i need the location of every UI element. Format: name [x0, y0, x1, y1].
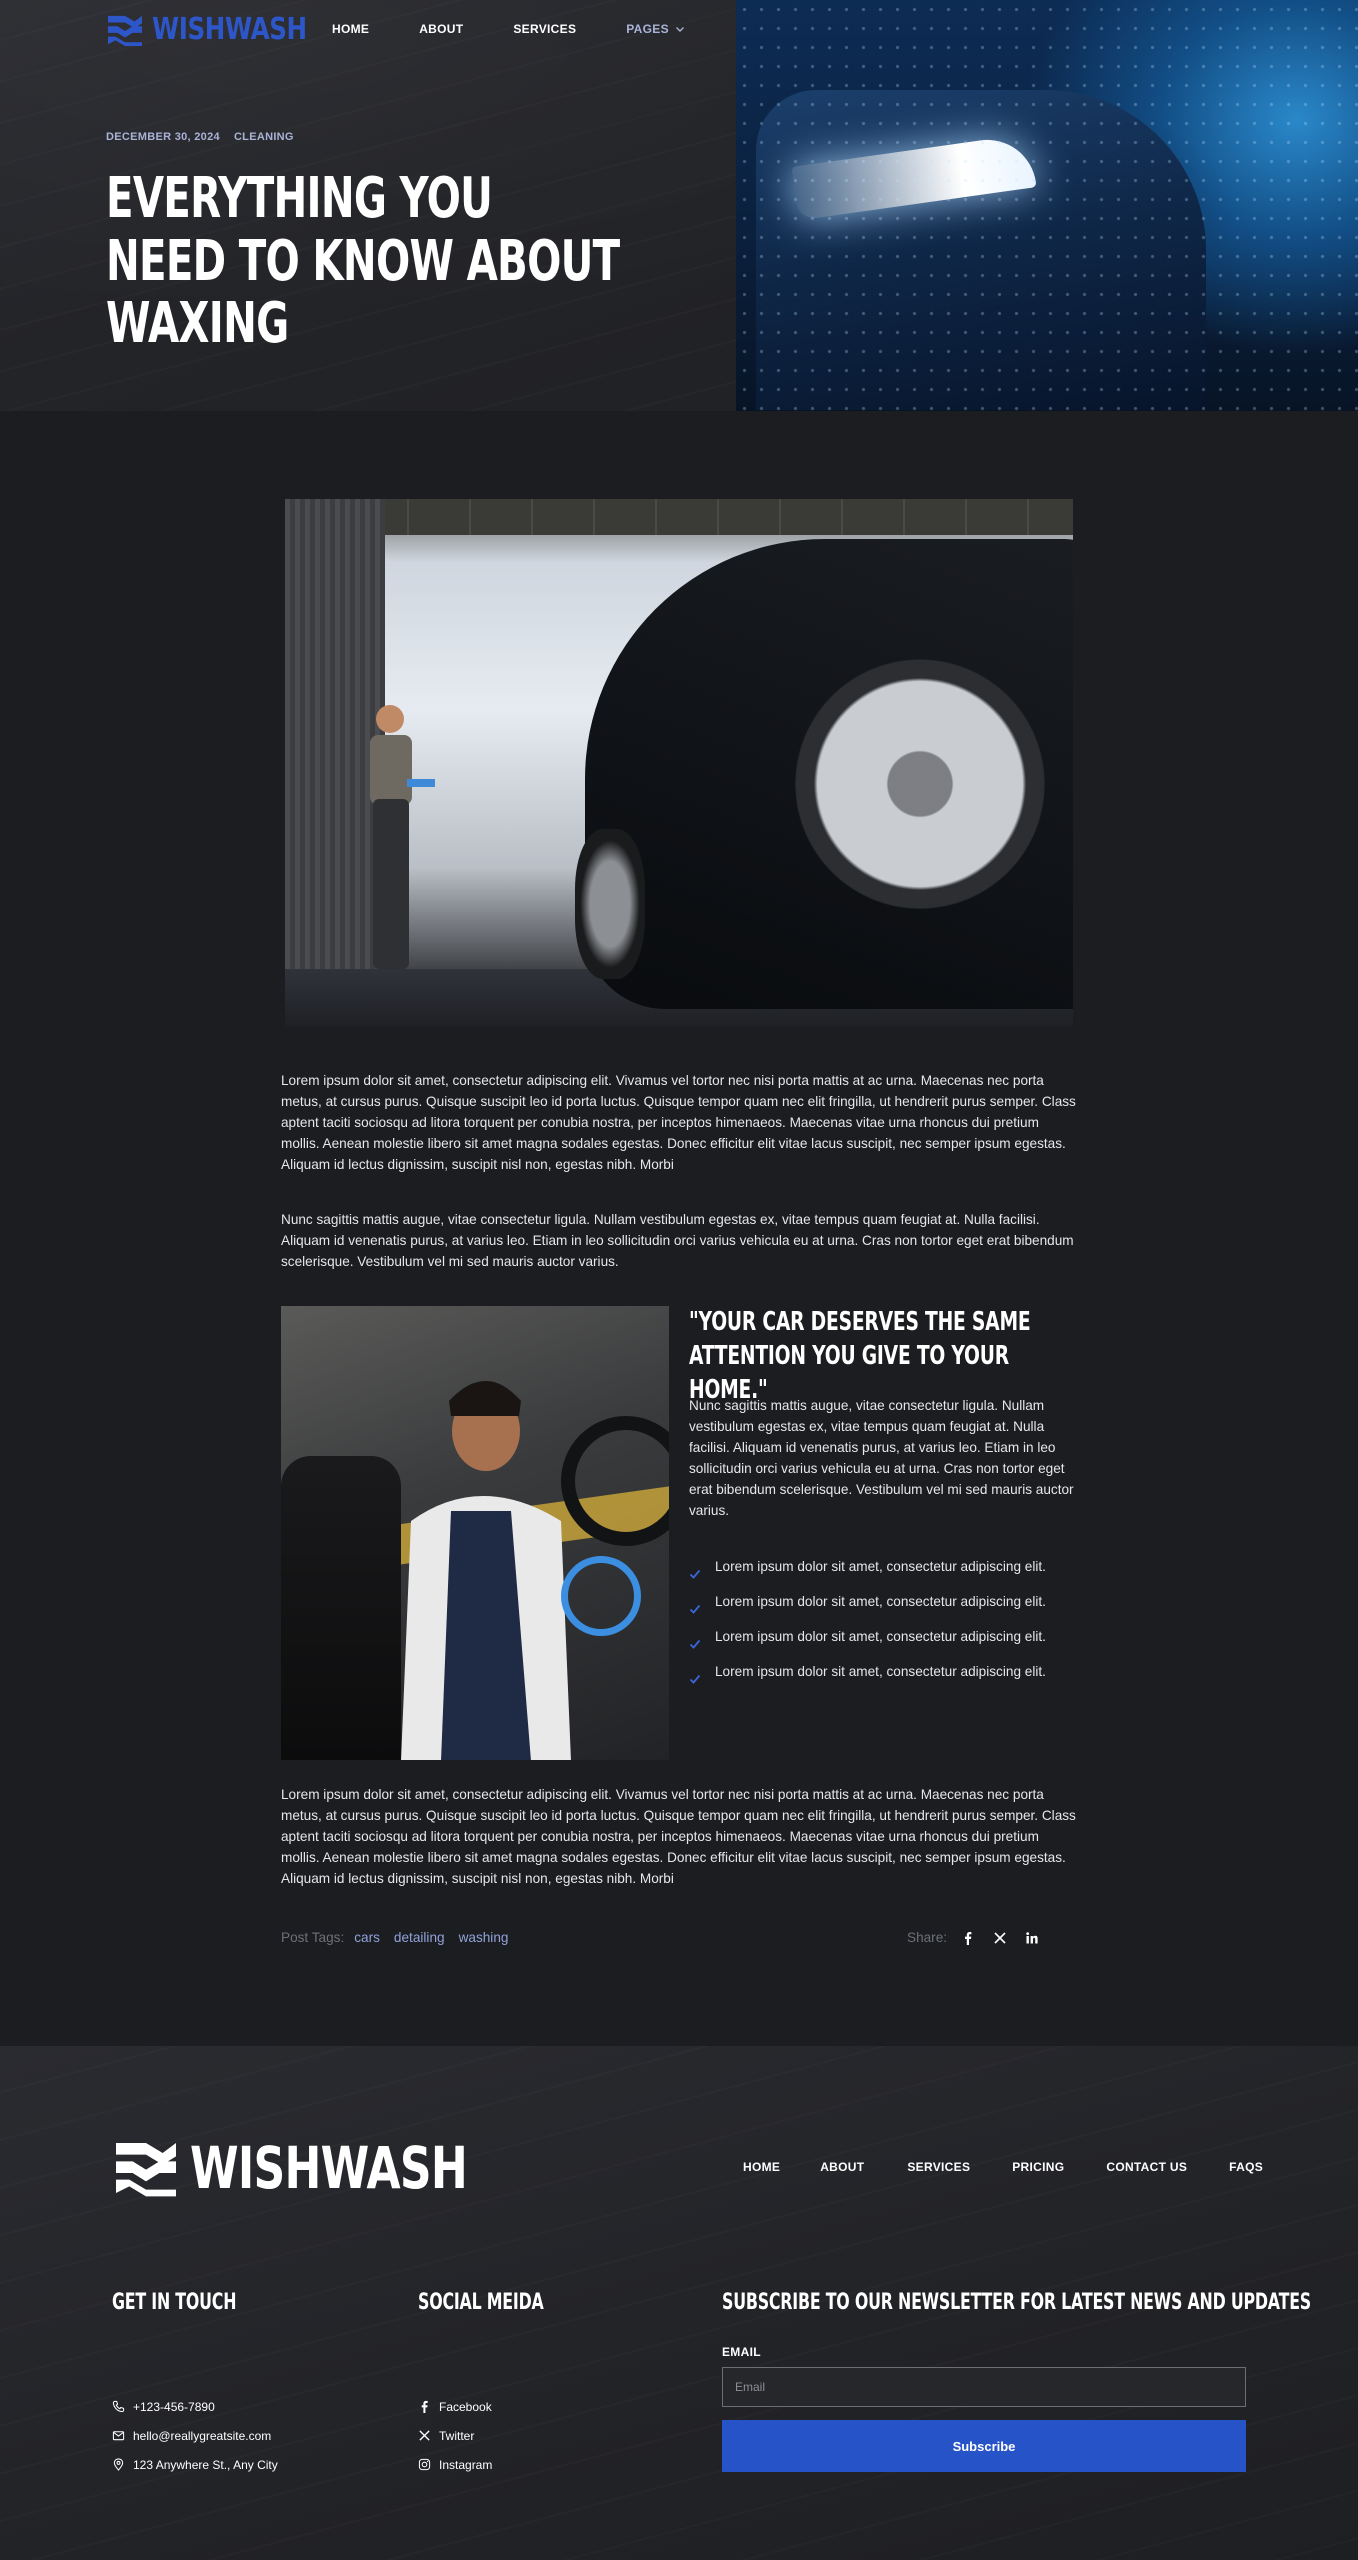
footer-nav-contact-us[interactable]: CONTACT US — [1106, 2160, 1188, 2174]
footer-logo[interactable] — [112, 2134, 554, 2202]
article-image-interior-cleaning — [281, 1306, 669, 1760]
article-paragraph-1: Lorem ipsum dolor sit amet, consectetur adipiscing elit. Vivamus vel tortor nec nisi porta mattis at ac urna. Maecenas nec porta metus, at cursus purus. Quisque suscipit leo id porta luctus. Quisque tempor quam nec elit fringilla, ut hendrerit purus semper. Class aptent taciti sociosqu ad litora torquent per conubia nostra, per inceptos himenaeos. Maecenas vitae urna rhoncus dui pretium mollis. Aenean molestie libero sit amet magna sodales egestas. Donec efficitur elit vitae lacus suscipit, nec semper ipsum egestas. Aliquam id lectus dignissim, suscipit nisl non, egestas nibh. Morbi — [281, 1073, 1076, 1172]
email-label: EMAIL — [722, 2345, 761, 2359]
site-logo[interactable] — [106, 12, 341, 47]
email-field[interactable] — [722, 2367, 1246, 2407]
check-icon — [689, 1638, 701, 1650]
social-heading: SOCIAL MEIDA — [418, 2290, 544, 2315]
page-title: EVERYTHING YOU NEED TO KNOW ABOUT WAXING — [106, 166, 620, 357]
article-paragraph-4: Lorem ipsum dolor sit amet, consectetur adipiscing elit. Vivamus vel tortor nec nisi porta mattis at ac urna. Maecenas nec porta metus, at cursus purus. Quisque suscipit leo id porta luctus. Quisque tempor quam nec elit fringilla, ut hendrerit purus semper. Class aptent taciti sociosqu ad litora torquent per conubia nostra, per inceptos himenaeos. Maecenas vitae urna rhoncus dui pretium mollis. Aenean molestie libero sit amet magna sodales egestas. Donec efficitur elit vitae lacus suscipit, nec semper ipsum egestas. Aliquam id lectus dignissim, suscipit nisl non, egestas nibh. Morbi — [281, 1787, 1076, 1886]
newsletter-heading: SUBSCRIBE TO OUR NEWSLETTER FOR LATEST NEWS AND UPDATES — [722, 2290, 1312, 2315]
nav-item-pages-label: PAGES — [626, 22, 669, 36]
hose-coil-shape — [561, 1556, 641, 1636]
hero-water-drops — [736, 0, 1358, 411]
tag-link-cars[interactable]: cars — [354, 1930, 380, 1945]
x-icon — [418, 2429, 431, 2442]
checklist-item — [689, 1591, 1079, 1615]
contact-email-text: hello@reallygreatsite.com — [133, 2428, 272, 2443]
contact-address-text: 123 Anywhere St., Any City — [133, 2457, 278, 2472]
share-bar — [907, 1930, 1039, 1945]
checklist-item — [689, 1556, 1079, 1580]
check-icon — [689, 1673, 701, 1685]
nav-item-services[interactable]: SERVICES — [513, 22, 577, 36]
footer-nav-services[interactable]: SERVICES — [907, 2160, 971, 2174]
checklist-item-text: Lorem ipsum dolor sit amet, consectetur adipiscing elit. — [715, 1629, 1046, 1644]
footer-nav-home[interactable]: HOME — [743, 2160, 781, 2174]
social-link-facebook[interactable] — [418, 2392, 492, 2421]
checklist-item — [689, 1626, 1079, 1650]
post-tags-label: Post Tags: — [281, 1930, 345, 1945]
social-instagram-text: Instagram — [439, 2457, 493, 2472]
check-icon — [689, 1603, 701, 1615]
article-paragraph-2: Nunc sagittis mattis augue, vitae consectetur ligula. Nullam vestibulum egestas ex, vitae tempus quam feugiat at. Nulla facilisi. Aliquam id venenatis purus, at varius leo. Etiam in leo sollicitudin orci varius vehicula eu at urna. Cras non tortor eget erat bibendum scelerisque. Vestibulum vel mi sed mauris auctor varius. — [281, 1212, 1074, 1269]
post-category[interactable]: CLEANING — [233, 131, 294, 143]
checklist-item-text: Lorem ipsum dolor sit amet, consectetur adipiscing elit. — [715, 1559, 1046, 1574]
contact-heading: GET IN TOUCH — [112, 2290, 237, 2315]
main-nav — [332, 22, 735, 36]
garage-roof-shape — [285, 499, 1073, 535]
social-facebook-text: Facebook — [439, 2399, 492, 2414]
hero-car-wash-image — [736, 0, 1358, 411]
x-icon[interactable] — [993, 1931, 1007, 1945]
contact-list — [112, 2392, 278, 2479]
mail-icon — [112, 2429, 125, 2442]
pull-quote: "YOUR CAR DESERVES THE SAME ATTENTION YOU GIVE TO YOUR HOME." — [689, 1307, 1031, 1405]
social-link-instagram[interactable] — [418, 2450, 492, 2479]
post-date: DECEMBER 30, 2024 — [106, 131, 220, 143]
checklist-item — [689, 1661, 1079, 1685]
footer-logo-text: WISHWASH — [190, 2134, 467, 2202]
post-meta — [106, 131, 294, 143]
contact-email[interactable] — [112, 2421, 278, 2450]
logo-mark-icon — [106, 13, 144, 47]
share-label: Share: — [907, 1930, 948, 1945]
article-paragraph-3: Nunc sagittis mattis augue, vitae consectetur ligula. Nullam vestibulum egestas ex, vitae tempus quam feugiat at. Nulla facilisi. Aliquam id venenatis purus, at varius leo. Etiam in leo sollicitudin orci varius vehicula eu at urna. Cras non tortor eget erat bibendum scelerisque. Vestibulum vel mi sed mauris auctor varius. — [689, 1398, 1074, 1518]
hero-section — [0, 0, 1358, 411]
logo-text: WISHWASH — [152, 12, 307, 47]
checklist — [689, 1556, 1079, 1696]
social-list — [418, 2392, 492, 2479]
car-rear-wheel-shape — [795, 659, 1045, 909]
post-tags — [281, 1930, 512, 1945]
footer-nav-about[interactable]: ABOUT — [820, 2160, 865, 2174]
nav-item-home[interactable]: HOME — [332, 22, 370, 36]
footer-nav-faqs[interactable]: FAQS — [1229, 2160, 1264, 2174]
car-front-wheel-shape — [575, 829, 645, 979]
phone-icon — [112, 2400, 125, 2413]
detailer-figure — [391, 1361, 571, 1760]
checklist-item-text: Lorem ipsum dolor sit amet, consectetur adipiscing elit. — [715, 1664, 1046, 1679]
car-seat-shape — [281, 1456, 401, 1760]
worker-figure — [345, 699, 435, 989]
footer-nav-pricing[interactable]: PRICING — [1012, 2160, 1065, 2174]
checklist-item-text: Lorem ipsum dolor sit amet, consectetur adipiscing elit. — [715, 1594, 1046, 1609]
nav-item-about[interactable]: ABOUT — [419, 22, 464, 36]
check-icon — [689, 1568, 701, 1580]
facebook-icon[interactable] — [961, 1931, 975, 1945]
linkedin-icon[interactable] — [1025, 1931, 1039, 1945]
subscribe-button[interactable]: Subscribe — [722, 2420, 1246, 2472]
social-twitter-text: Twitter — [439, 2428, 475, 2443]
contact-address — [112, 2450, 278, 2479]
nav-item-pages[interactable] — [626, 22, 685, 36]
article-image-pressure-wash — [285, 499, 1073, 1026]
footer-nav — [743, 2160, 1263, 2174]
chevron-down-icon — [675, 24, 685, 34]
map-pin-icon — [112, 2458, 125, 2471]
instagram-icon — [418, 2458, 431, 2471]
facebook-icon — [418, 2400, 431, 2413]
tag-link-washing[interactable]: washing — [458, 1930, 509, 1945]
contact-phone[interactable] — [112, 2392, 278, 2421]
logo-mark-icon — [112, 2138, 180, 2198]
social-link-twitter[interactable] — [418, 2421, 492, 2450]
contact-phone-text: +123-456-7890 — [133, 2399, 215, 2414]
tag-link-detailing[interactable]: detailing — [393, 1930, 445, 1945]
